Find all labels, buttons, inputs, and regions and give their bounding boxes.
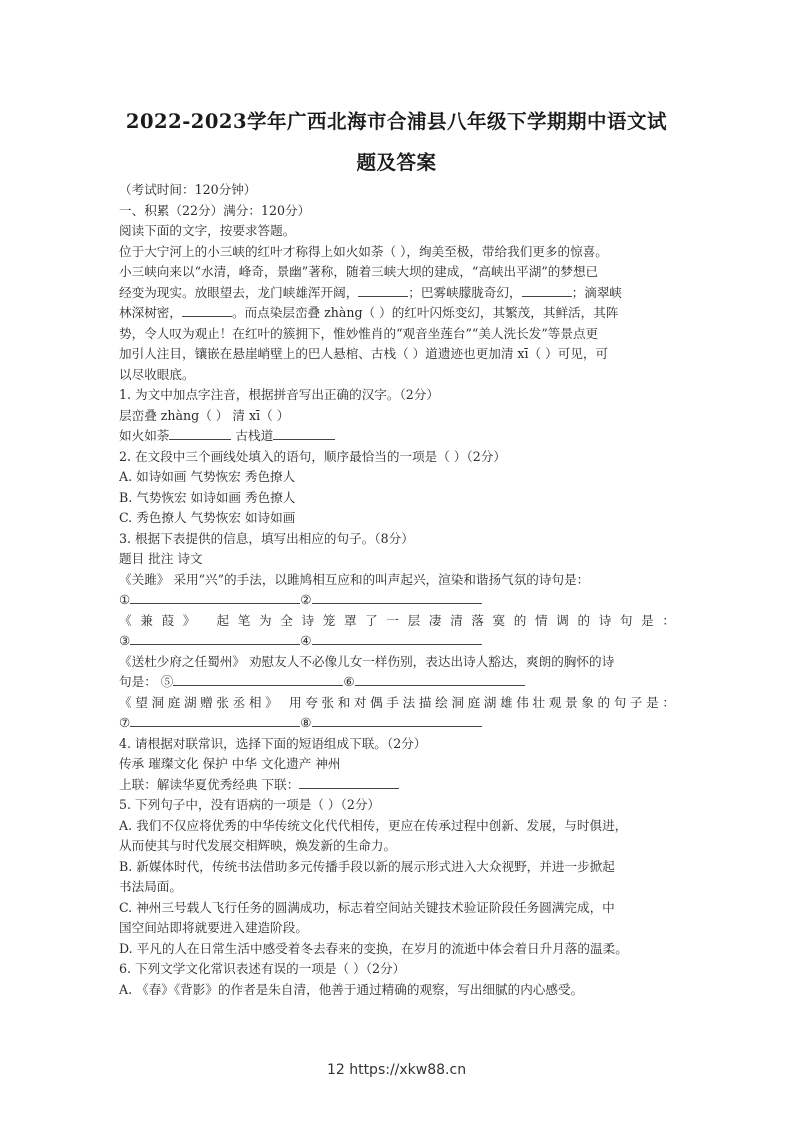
answer-blank[interactable] [169, 427, 231, 440]
question-6: 6. 下列文学文化常识表述有误的一项是（ ）（2分） [119, 961, 406, 976]
option-a: A. 如诗如画 气势恢宏 秀色撩人 [119, 469, 296, 484]
table-row: 《送杜少府之任蜀州》 劝慰友人不必像儿女一样伤别，表达出诗人豁达，爽朗的胸怀的诗 [119, 653, 615, 669]
table-row: 《兼葭》 起笔为全诗笼罩了一层凄清落寞的情调的诗句是： [119, 612, 675, 628]
table-row: 《望洞庭湖赠张丞相》 用夸张和对偶手法描绘洞庭湖雄伟壮观景象的句子是： [119, 694, 675, 710]
exam-time: （考试时间：120分钟） [119, 182, 257, 197]
blank-2[interactable] [522, 284, 572, 297]
section-heading: 一、积累（22分）满分：120分） [119, 202, 311, 218]
option-d: D. 平凡的人在日常生活中感受着冬去春来的变换，在岁月的流逝中体会着日升月落的温柔。 [119, 940, 628, 956]
answer-blank[interactable] [355, 673, 525, 686]
question-1-pinyin: 层峦叠 zhàng（ ） 清 xī（ ） [119, 407, 290, 423]
answer-blank[interactable] [130, 632, 300, 645]
document-body [119, 180, 675, 1000]
question-3: 3. 根据下表提供的信息，填写出相应的句子。（8分） [119, 530, 414, 546]
question-2: 2. 在文段中三个画线处填入的语句，顺序最恰当的一项是（ ）（2分） [119, 448, 506, 464]
option-b-cont: 书法局面。 [119, 879, 182, 894]
answer-row: ③ ④ [119, 631, 675, 652]
question-1: 1. 为文中加点字注音，根据拼音写出正确的汉字。（2分） [119, 387, 439, 402]
answer-row: ① ② [119, 590, 675, 611]
option-a-cont: 从而使其与时代发展交相辉映，焕发新的生命力。 [119, 838, 397, 853]
answer-row: 句是： ⑤ ⑥ [119, 672, 675, 693]
instruction: 阅读下面的文字，按要求答题。 [119, 223, 296, 238]
answer-row: ⑦ ⑧ [119, 713, 675, 734]
table-header: 题目 批注 诗文 [119, 551, 203, 566]
page-footer: 12 https://xkw88.cn [326, 1062, 467, 1078]
blank-1[interactable] [358, 284, 408, 297]
answer-blank[interactable] [312, 591, 482, 604]
answer-blank[interactable] [273, 427, 335, 440]
passage-line: 位于大宁河上的小三峡的红叶才称得上如火如荼（ ），绚美至极，带给我们更多的惊喜。 [119, 243, 608, 259]
table-row: 《关雎》 采用“兴”的手法，以雎鸠相互应和的叫声起兴，渲染和谐扬气氛的诗句是： [119, 571, 590, 587]
question-1-answers: 如火如荼 古栈道 [119, 426, 675, 447]
blank-3[interactable] [182, 304, 232, 317]
passage-line: 林深树密， 。而点染层峦叠 zhàng（ ）的红叶闪烁变幻，其繁茂，其鲜活，其阵 [119, 305, 619, 320]
answer-blank[interactable] [130, 591, 300, 604]
answer-blank[interactable] [173, 673, 343, 686]
passage-line: 加引人注目，镶嵌在悬崖峭壁上的巴人悬棺、古栈（ ）道遗迹也更加清 xī（ ）可见，可 [119, 346, 609, 361]
question-5: 5. 下列句子中，没有语病的一项是（ ）（2分） [119, 797, 381, 812]
couplet: 上联：解读华夏优秀经典 下联： [119, 775, 675, 796]
option-c: C. 秀色撩人 气势恢宏 如诗如画 [119, 510, 296, 525]
answer-blank[interactable] [130, 714, 300, 727]
document-title-line-1: 2022-2023学年广西北海市合浦县八年级下学期期中语文试 [125, 110, 668, 133]
passage-line: 小三峡向来以“水清，峰奇，景幽”著称，随着三峡大坝的建成，“高峡出平湖”的梦想已 [119, 264, 599, 279]
word-bank: 传承 璀璨文化 保护 中华 文化遗产 神州 [119, 756, 341, 771]
option-a: A. 我们不仅应将优秀的中华传统文化代代相传，更应在传承过程中创新、发展，与时俱进， [119, 817, 628, 833]
document-title-line-2: 题及答案 [356, 151, 437, 174]
passage-line: 以尽收眼底。 [119, 366, 195, 382]
option-b: B. 气势恢宏 如诗如画 秀色撩人 [119, 489, 296, 505]
passage-line: 经变为现实。放眼望去，龙门峡雄浑开阔， ；巴雾峡朦胧奇幻， ；滴翠峡 [119, 284, 622, 300]
question-4: 4. 请根据对联常识，选择下面的短语组成下联。（2分） [119, 735, 427, 751]
passage-line: 势，令人叹为观止！在红叶的簇拥下，惟妙惟肖的“观音坐莲台”“美人洗长发”等景点更 [119, 325, 599, 341]
option-a: A. 《春》《背影》的作者是朱自清，他善于通过精确的观察，写出细腻的内心感受。 [119, 981, 584, 997]
answer-blank[interactable] [299, 776, 399, 789]
option-c-cont: 国空间站即将就要进入建造阶段。 [119, 920, 308, 935]
answer-blank[interactable] [312, 632, 482, 645]
option-c: C. 神州三号载人飞行任务的圆满成功，标志着空间站关键技术验证阶段任务圆满完成，中 [119, 899, 615, 915]
option-b: B. 新媒体时代，传统书法借助多元传播手段以新的展示形式进入大众视野，并进一步掀起 [119, 858, 615, 874]
answer-blank[interactable] [312, 714, 482, 727]
